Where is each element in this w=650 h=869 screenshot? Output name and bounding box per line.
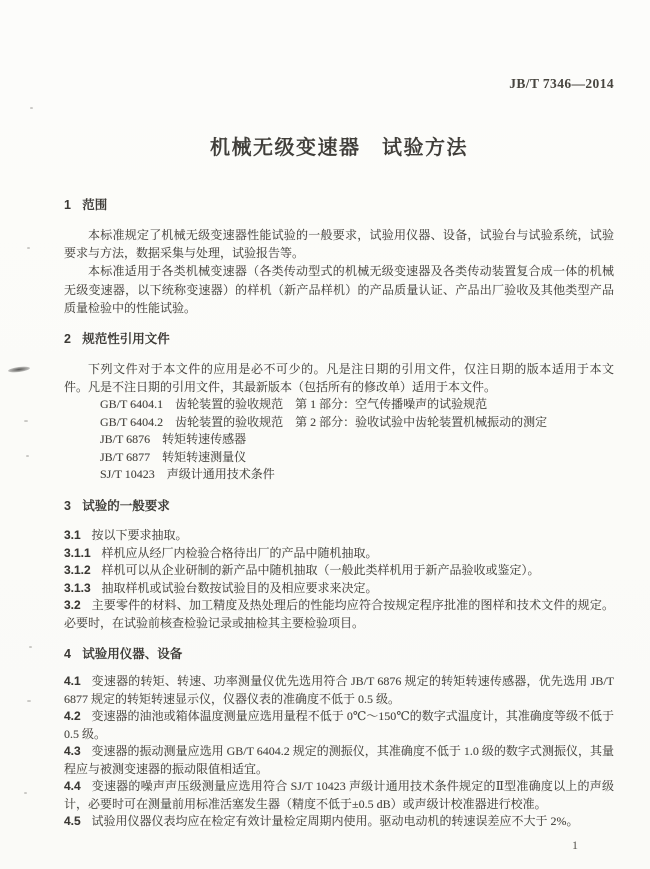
section-number: 4 <box>64 647 71 662</box>
scan-artifact <box>24 420 28 422</box>
clause <box>64 778 614 813</box>
section-1-heading <box>64 198 614 212</box>
clause <box>64 580 614 598</box>
reference-item: JB/T 6877 转矩转速测量仪 <box>100 449 247 464</box>
clause-text: 变速器的振动测量应选用 GB/T 6404.2 规定的测振仪，其准确度不低于 1.0 级的数字式测振仪，其量程应与被测变速器的振动限值相适宜。 <box>64 744 614 776</box>
clause <box>64 708 614 743</box>
clause-text: 变速器的噪声声压级测量应选用符合 SJ/T 10423 声级计通用技术条件规定的Ⅱ型准确度以上的声级计，必要时可在测量前用标准活塞发生器（精度不低于±0.5 dB）或声级计校准器进行校准。 <box>64 779 614 811</box>
clause-number: 4.4 <box>64 779 81 794</box>
section-title: 范围 <box>82 198 108 212</box>
section-2-heading <box>64 332 614 346</box>
clause-text: 主要零件的材料、加工精度及热处理后的性能均应符合按规定程序批准的图样和技术文件的规定。必要时，在试验前核查检验记录或抽检其主要检验项目。 <box>64 598 614 630</box>
document-title: 机械无级变速器 试验方法 <box>210 137 468 159</box>
clause-number: 4.3 <box>64 744 81 759</box>
reference-item: SJ/T 10423 声级计通用技术条件 <box>100 467 275 482</box>
paragraph: 下列文件对于本文件的应用是必不可少的。凡是注日期的引用文件，仅注日期的版本适用于本文件。凡是不注日期的引用文件，其最新版本（包括所有的修改单）适用于本文件。 <box>64 362 614 395</box>
clause <box>64 545 614 563</box>
clause-text: 抽取样机或试验台数按试验目的及相应要求来决定。 <box>101 580 378 595</box>
clause <box>64 527 614 545</box>
clause-number: 3.1.1 <box>64 545 91 560</box>
reference-item: GB/T 6404.2 齿轮装置的验收规范 第 2 部分：验收试验中齿轮装置机械振动的测定 <box>100 414 548 429</box>
scan-artifact <box>24 792 27 794</box>
clause-number: 3.1.3 <box>64 580 91 595</box>
clause <box>64 562 614 580</box>
section-title: 试验用仪器、设备 <box>82 647 183 662</box>
page-number: 1 <box>572 838 578 852</box>
clause <box>64 743 614 778</box>
clause-text: 变速器的转矩、转速、功率测量仪优先选用符合 JB/T 6876 规定的转矩转速传感器，优先选用 JB/T 6877 规定的转矩转速显示仪，仪器仪表的准确度不低于 0.5 级。 <box>64 674 614 706</box>
clause-text: 试验用仪器仪表均应在检定有效计量检定周期内使用。驱动电动机的转速误差应不大于 2%。 <box>91 814 579 829</box>
section-4-heading <box>64 647 614 661</box>
clause-text: 样机可以从企业研制的新产品中随机抽取（一般此类样机用于新产品验收或鉴定）。 <box>101 563 540 578</box>
clause-number: 4.5 <box>64 814 81 829</box>
section-number: 2 <box>64 332 71 347</box>
section-title: 规范性引用文件 <box>82 332 170 347</box>
clause <box>64 597 614 632</box>
clause <box>64 813 614 831</box>
reference-item: JB/T 6876 转矩转速传感器 <box>100 432 247 447</box>
clause <box>64 673 614 708</box>
paragraph: 本标准规定了机械无级变速器性能试验的一般要求，试验用仪器、设备，试验台与试验系统，试验要求与方法，数据采集与处理，试验报告等。 <box>64 228 614 261</box>
clause-number: 3.1.2 <box>64 563 91 578</box>
paragraph: 本标准适用于各类机械变速器（各类传动型式的机械无级变速器及各类传动装置复合成一体的机械无级变速器，以下统称变速器）的样机（新产品样机）的产品质量认证、产品出厂验收及其他类型产品质量检验中的性能试验。 <box>64 264 614 315</box>
clause-text: 按以下要求抽取。 <box>91 528 188 543</box>
clause-text: 变速器的油池或箱体温度测量应选用量程不低于 0℃～150℃的数字式温度计，其准确度等级不低于 0.5 级。 <box>64 709 614 741</box>
scan-artifact <box>27 700 31 702</box>
clause-number: 4.1 <box>64 674 81 689</box>
section-title: 试验的一般要求 <box>82 499 170 514</box>
reference-item: GB/T 6404.1 齿轮装置的验收规范 第 1 部分：空气传播噪声的试验规范 <box>100 397 488 412</box>
section-number: 1 <box>64 198 71 212</box>
scan-artifact <box>29 646 32 648</box>
clause-number: 3.1 <box>64 528 81 543</box>
section-3-heading <box>64 499 614 513</box>
standard-number: JB/T 7346—2014 <box>509 76 614 91</box>
scan-artifact <box>30 107 33 109</box>
clause-text: 样机应从经厂内检验合格待出厂的产品中随机抽取。 <box>101 545 378 560</box>
scan-artifact <box>8 366 30 374</box>
clause-number: 4.2 <box>64 709 81 724</box>
scan-artifact <box>26 455 29 457</box>
scan-artifact <box>27 247 30 249</box>
clause-number: 3.2 <box>64 598 81 613</box>
section-number: 3 <box>64 499 71 514</box>
